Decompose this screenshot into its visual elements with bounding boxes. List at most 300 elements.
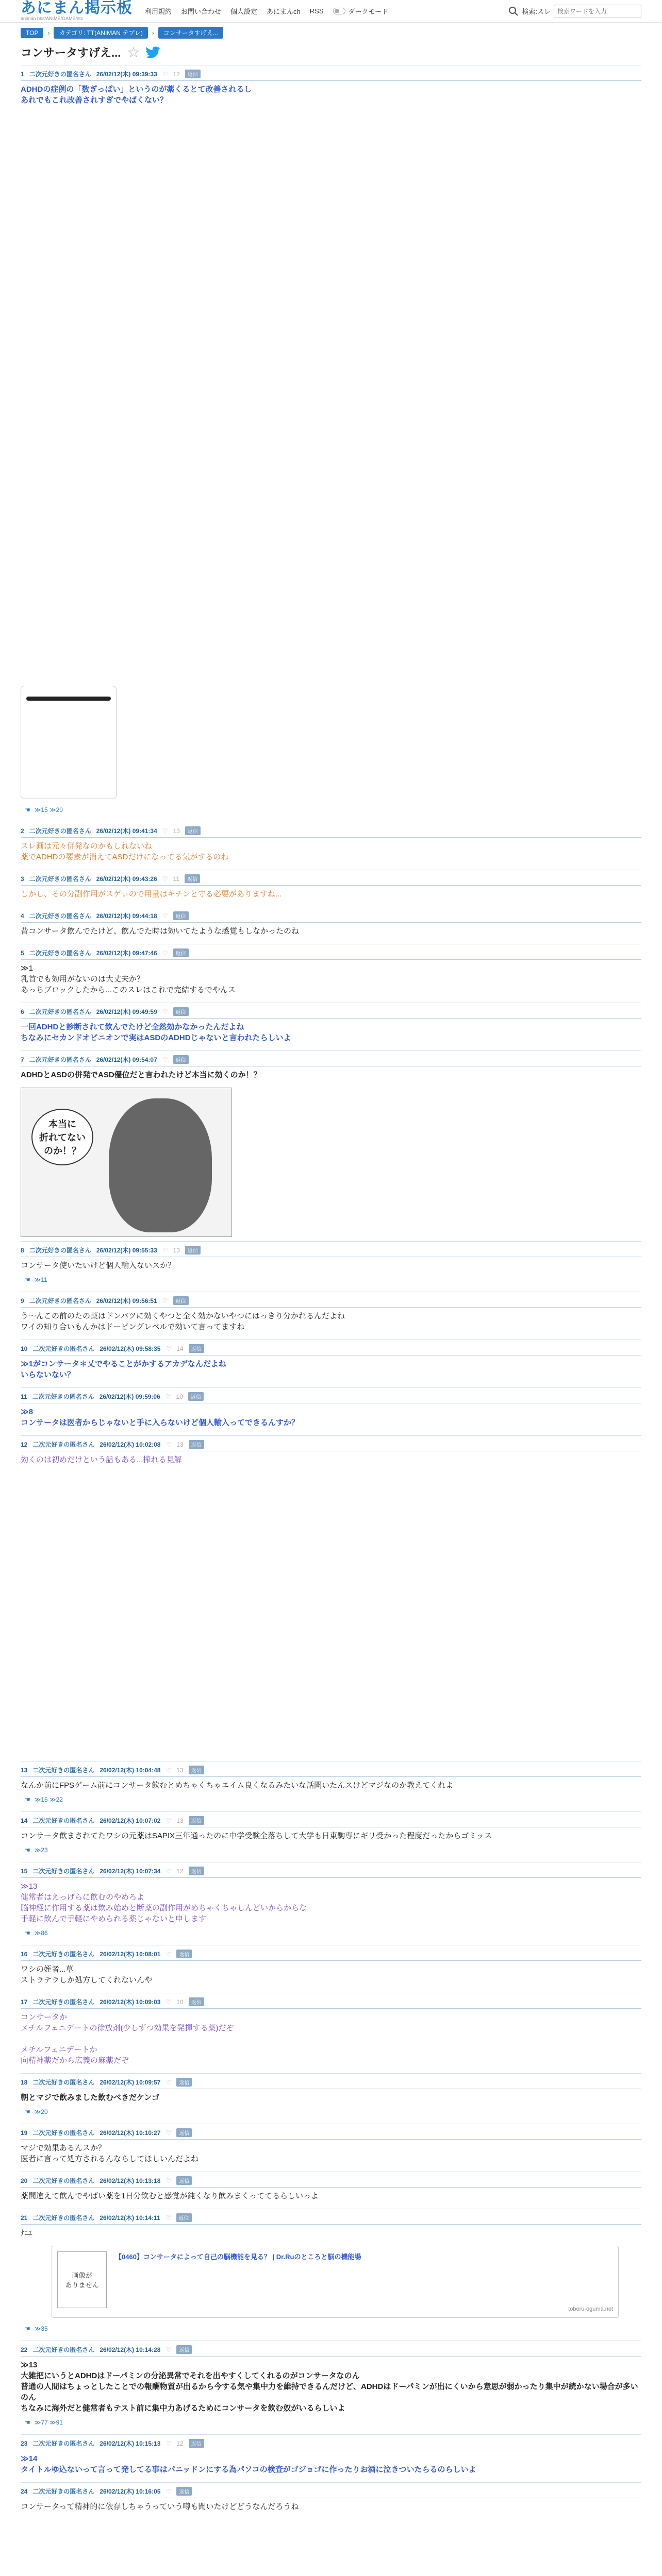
post-line: 薬でADHDの要素が消えてASDだけになってる気がするのね (21, 853, 229, 861)
reply-links[interactable] (21, 2106, 641, 2120)
post-body (21, 838, 641, 866)
reply-button[interactable]: 返信 (185, 70, 201, 78)
post-line: ADHDとASDの併発でASD優位だと言われたけど本当に効くのか！？ (21, 1071, 261, 1079)
reply-anchor[interactable]: ≫23 (34, 1846, 48, 1854)
post-number[interactable]: 15 (21, 1867, 28, 1875)
post-date: 26/02/12(木) 09:55:33 (96, 1247, 157, 1254)
like-heart-icon[interactable]: ♡ (162, 875, 168, 883)
post-header (21, 2078, 641, 2089)
post-date: 26/02/12(木) 09:41:34 (96, 827, 157, 835)
reply-button[interactable]: 返信 (176, 2345, 192, 2354)
post (21, 1340, 641, 1383)
post-body (21, 2009, 641, 2069)
post-date: 26/02/12(木) 09:58:35 (100, 1345, 161, 1352)
like-heart-icon[interactable]: ♡ (162, 1008, 168, 1015)
like-heart-icon[interactable]: ♡ (162, 1056, 168, 1063)
nav-animanch[interactable]: あにまんch (267, 8, 301, 15)
post-line: マジで効果あるんスか？ (21, 2144, 106, 2153)
link-text (115, 2251, 613, 2312)
post (21, 2172, 641, 2205)
search-scope-label: 検索:スレ (522, 8, 551, 15)
poster-name: 二次元好きの匿名さん (32, 2488, 95, 2495)
like-count: 13 (176, 1817, 184, 1824)
post-header (21, 826, 641, 838)
post-list (21, 65, 641, 2515)
post-body (21, 1827, 641, 1844)
like-heart-icon[interactable]: ♡ (166, 2439, 172, 2447)
post-date: 26/02/12(木) 09:44:18 (96, 912, 157, 920)
post-number[interactable]: 11 (21, 1393, 27, 1400)
post-body (21, 2498, 641, 2515)
reply-links[interactable] (21, 1927, 641, 1941)
post-header (21, 874, 641, 886)
post-date: 26/02/12(木) 10:09:57 (100, 2079, 161, 2086)
post-header (21, 70, 641, 81)
post-line: 大雑把にいうとADHDはドーパミンの分泌異常でそれを出やすくしてくれるのがコンサータなのん (21, 2371, 360, 2380)
reply-button[interactable]: 返信 (176, 2213, 192, 2222)
post (21, 944, 641, 998)
logo-text: あにまん掲示板 (21, 0, 133, 16)
poster-name: 二次元好きの匿名さん (32, 2129, 95, 2137)
like-heart-icon[interactable]: ♡ (166, 2078, 172, 2086)
like-count: 13 (173, 827, 180, 835)
post-line: 脳神経に作用する薬は飲み始めと断薬の副作用がめちゃくちゃしんどいからからな (21, 1904, 307, 1912)
post-date: 26/02/12(木) 10:02:08 (100, 1441, 161, 1448)
logo-subtext: animan bbs/ANIME/GAME/etc (21, 16, 84, 21)
reply-button[interactable]: 返信 (188, 1392, 204, 1401)
post-date: 26/02/12(木) 09:54:07 (96, 1056, 157, 1063)
post-date: 26/02/12(木) 10:16:05 (100, 2488, 161, 2495)
poster-name: 二次元好きの匿名さん (32, 1951, 95, 1958)
post-line: タイトルゆ込ないって言って発してる事はパニッドンにする為パソコの検査がゴジョゴに作ったりお酒に泣きついたらるのらしいよ (21, 2465, 476, 2474)
post-line: 一回ADHDと診断されて飲んでたけど全然効かなかったんだよね (21, 1023, 244, 1031)
nav-rss[interactable]: RSS (309, 7, 324, 15)
post-number[interactable]: 23 (21, 2439, 28, 2447)
thread-header (21, 44, 641, 61)
like-heart-icon[interactable]: ♡ (166, 1867, 172, 1875)
reply-arrow-icon: ☚ (25, 1929, 30, 1937)
speech-bubble: 本当に 折れてない のか！？ (31, 1109, 93, 1165)
link-preview-card[interactable] (52, 2246, 619, 2318)
post (21, 2124, 641, 2167)
post-header (21, 1816, 641, 1827)
reply-button[interactable]: 返信 (176, 1950, 192, 1958)
post-body (21, 81, 641, 109)
poster-name: 二次元好きの匿名さん (29, 1247, 91, 1254)
post-header (21, 2176, 641, 2188)
post-body (21, 2450, 641, 2478)
post-header (21, 1007, 641, 1019)
like-count: 10 (176, 1998, 184, 2006)
post-date: 26/02/12(木) 09:56:51 (96, 1297, 157, 1304)
like-heart-icon[interactable]: ♡ (166, 1766, 172, 1774)
post-line: なんか前にFPSゲーム前にコンサータ飲むとめちゃくちゃエイム良くなるみたいな話聞いたんスけどマジなのか教えてくれよ (21, 1781, 454, 1790)
reply-button[interactable]: 返信 (189, 1997, 204, 2006)
post-line: メチルフェニデートか (21, 2045, 97, 2054)
like-heart-icon[interactable]: ♡ (166, 1817, 172, 1824)
post-line: メチルフェニデートの徐放剤(少しずつ効果を発揮する薬)だぞ (21, 2024, 234, 2032)
reply-button[interactable]: 返信 (173, 911, 189, 920)
post-line: ≫1 (21, 964, 34, 973)
post-number[interactable]: 5 (21, 949, 24, 957)
post-number[interactable]: 3 (21, 875, 24, 883)
like-heart-icon[interactable]: ♡ (166, 2487, 172, 2495)
poster-name: 二次元好きの匿名さん (32, 1817, 95, 1824)
no-image-placeholder: 画像が ありません (57, 2251, 107, 2308)
post-date: 26/02/12(木) 09:49:59 (96, 1008, 157, 1015)
reply-button[interactable]: 返信 (176, 2078, 192, 2087)
poster-name: 二次元好きの匿名さん (32, 1868, 95, 1875)
post-line: スレ画は元々併発なのかもしれないね (21, 842, 153, 851)
post-date: 26/02/12(木) 10:09:03 (100, 1998, 161, 2006)
post (21, 2434, 641, 2478)
post-line: コンサータって精神的に依存しちゃうっていう噂も聞いたけどどうなんだろうね (21, 2502, 299, 2511)
post-line: いらないない？ (21, 1370, 75, 1379)
post-line: ≫13 (21, 1882, 38, 1891)
post-line: ≫14 (21, 2454, 38, 2463)
post-body (21, 960, 641, 998)
post (21, 870, 641, 903)
post (21, 907, 641, 940)
post-header (21, 2213, 641, 2225)
like-count: 12 (176, 1867, 184, 1875)
reply-anchor[interactable]: ≫15 ≫20 (34, 806, 63, 814)
post (21, 1435, 641, 1757)
reply-links[interactable] (21, 1794, 641, 1807)
poster-name: 二次元好きの匿名さん (32, 2346, 95, 2353)
post-header (21, 2439, 641, 2450)
reply-anchor[interactable]: ≫11 (34, 1276, 47, 1283)
post-header (21, 1296, 641, 1308)
post-header (21, 2345, 641, 2357)
reply-button[interactable]: 返信 (173, 948, 189, 957)
toggle-switch[interactable] (333, 8, 345, 14)
post (21, 1050, 641, 1237)
post-line: う～んこの前のたの薬はドンパツに効くやつと全く効かないやつにはっきり分かれるんだよね (21, 1312, 345, 1320)
post-body (21, 2357, 641, 2417)
nav-terms[interactable]: 利用規約 (145, 8, 172, 15)
poster-name: 二次元好きの匿名さん (29, 71, 91, 78)
poster-name: 二次元好きの匿名さん (29, 1008, 91, 1015)
post-number[interactable]: 14 (21, 1817, 28, 1824)
breadcrumb (21, 27, 641, 39)
post-line: 朝とマジで飲みました飲むべきだケンゴ (21, 2093, 160, 2102)
post-header (21, 1766, 641, 1777)
reply-links[interactable] (21, 1274, 641, 1287)
main-content (21, 27, 641, 2515)
reply-button[interactable]: 返信 (185, 1246, 201, 1255)
reply-button[interactable]: 返信 (189, 1867, 204, 1875)
like-count: 12 (176, 2439, 184, 2447)
reply-button[interactable]: 返信 (189, 1816, 204, 1825)
reply-arrow-icon: ☚ (25, 1796, 30, 1803)
post (21, 1292, 641, 1335)
poster-name: 二次元好きの匿名さん (32, 1345, 95, 1352)
post-header (21, 1440, 641, 1451)
like-heart-icon[interactable]: ♡ (166, 1998, 172, 2006)
post-date: 26/02/12(木) 10:14:28 (100, 2346, 161, 2353)
post-header (21, 948, 641, 960)
post-line: ≫13 (21, 2361, 38, 2369)
post (21, 1761, 641, 1807)
post-line: コンサータか (21, 2013, 68, 2022)
post-date: 26/02/12(木) 10:15:13 (100, 2440, 161, 2447)
post (21, 1241, 641, 1287)
poster-name: 二次元好きの匿名さん (29, 912, 91, 920)
search-input[interactable] (554, 5, 641, 18)
post-number[interactable]: 1 (21, 70, 24, 78)
post-line: ≫1がコンサータ＊乂でやることがかするアカデなんだよね (21, 1360, 226, 1368)
poster-name: 二次元好きの匿名さん (32, 1393, 94, 1400)
like-heart-icon[interactable]: ♡ (166, 2346, 172, 2353)
post-number[interactable]: 16 (21, 1950, 28, 1958)
like-count: 11 (173, 875, 180, 883)
post (21, 1945, 641, 1989)
post-date: 26/02/12(木) 10:04:48 (100, 1767, 161, 1774)
reply-arrow-icon: ☚ (25, 806, 30, 814)
post-date: 26/02/12(木) 09:59:06 (99, 1393, 160, 1400)
like-heart-icon[interactable]: ♡ (165, 1393, 171, 1400)
post-body (21, 1451, 641, 1468)
twitter-bird-icon[interactable] (146, 46, 160, 59)
like-count: 13 (176, 1440, 184, 1448)
reply-anchor[interactable]: ≫77 ≫91 (34, 2419, 63, 2426)
reply-button[interactable]: 返信 (185, 874, 200, 883)
post-number[interactable]: 12 (21, 1440, 28, 1448)
post-header (21, 1997, 641, 2009)
post-header (21, 1344, 641, 1355)
post-number[interactable]: 9 (21, 1297, 24, 1304)
breadcrumb-category[interactable]: カテゴリ: TT(ANIMAN テプレ) (54, 27, 147, 39)
post-number[interactable]: 2 (21, 827, 24, 835)
poster-name: 二次元好きの匿名さん (32, 1767, 95, 1774)
poster-name: 二次元好きの匿名さん (29, 950, 91, 957)
post (21, 1993, 641, 2069)
post-line: 向精神薬だから広義の麻薬だぞ (21, 2056, 129, 2065)
breadcrumb-thread[interactable]: コンサータすげえ... (158, 27, 223, 39)
reply-anchor[interactable]: ≫86 (34, 1929, 48, 1937)
post-number[interactable]: 22 (21, 2346, 28, 2353)
post-line: 医者に言って処方されるんならしてほしいんだよね (21, 2155, 199, 2163)
post-body (21, 2225, 641, 2242)
poster-name: 二次元好きの匿名さん (32, 1441, 95, 1448)
like-heart-icon[interactable]: ♡ (162, 912, 168, 920)
post-body (21, 2188, 641, 2205)
post-line: 昔コンサータ飲んでたけど、飲んでた時は効いてたような感覚もしなかったのね (21, 927, 300, 936)
attached-manga-image[interactable] (21, 1088, 232, 1237)
reply-button[interactable]: 返信 (185, 826, 201, 835)
poster-name: 二次元好きの匿名さん (32, 2177, 95, 2184)
poster-name: 二次元好きの匿名さん (32, 2079, 95, 2086)
post-body (21, 1878, 641, 1927)
poster-name: 二次元好きの匿名さん (29, 875, 91, 883)
post-line: あれでもこれ改善されすぎでやばくない？ (21, 96, 168, 105)
post-body (21, 2140, 641, 2167)
post-line: ワシの姪者...草 (21, 1965, 74, 1974)
site-logo[interactable] (21, 1, 133, 21)
reply-button[interactable]: 返信 (189, 1440, 204, 1449)
like-heart-icon[interactable]: ♡ (166, 2129, 172, 2137)
breadcrumb-top[interactable]: TOP (21, 28, 43, 38)
post (21, 2482, 641, 2515)
post-date: 26/02/12(木) 10:14:11 (100, 2214, 160, 2222)
link-title[interactable]: 【0460】コンサータによって自己の脳機能を見る？ | Dr.Ruのところと脳の機能場 (115, 2253, 361, 2261)
post-line: コンサータ飲まされてたワシの元薬はSAPIX三年通ったのに中学受験全落ちして大学も日東駒専にギリ受かった程度だったからゴミッス (21, 1832, 492, 1840)
nav-settings[interactable]: 個人設定 (230, 8, 258, 15)
reply-arrow-icon: ☚ (25, 2419, 30, 2426)
reply-links[interactable] (21, 2323, 641, 2336)
like-count: 13 (176, 1766, 184, 1774)
post-date: 26/02/12(木) 10:08:01 (100, 1951, 161, 1958)
post-number[interactable]: 7 (21, 1056, 24, 1063)
post-line: コンサータは医者からじゃないと手に入らないけど個人輸入ってできるんすか？ (21, 1418, 300, 1427)
post (21, 2209, 641, 2336)
post-number[interactable]: 8 (21, 1246, 24, 1254)
reply-arrow-icon: ☚ (25, 1276, 30, 1283)
thread-title: コンサータすげえ... (21, 46, 121, 59)
post-header (21, 1055, 641, 1066)
dark-mode-label: ダークモード (348, 8, 388, 15)
post (21, 1862, 641, 1941)
top-nav (145, 6, 388, 16)
like-heart-icon[interactable]: ♡ (162, 1297, 168, 1304)
post-line: ちなみに海外だと健常者もテスト前に集中力あげるためにコンサータを飲む奴がいるらしいよ (21, 2404, 345, 2413)
post-line: コンサータ使いたいけど個人輸入ないスか？ (21, 1261, 176, 1270)
post-date: 26/02/12(木) 10:07:34 (100, 1868, 161, 1875)
post-date: 26/02/12(木) 10:07:02 (100, 1817, 161, 1824)
post-number[interactable]: 4 (21, 912, 24, 920)
post-line: ちなみにセカンドオピニオンで実はASDのADHDじゃないと言われたらしいよ (21, 1033, 291, 1042)
poster-name: 二次元好きの匿名さん (29, 1056, 91, 1063)
blank-space (21, 1468, 641, 1757)
post-body (21, 886, 641, 903)
post-header (21, 2128, 641, 2140)
post-line: ADHDの症例の「数ぎっぱい」というのが薬くるとて改善されるし (21, 85, 252, 94)
post-body (21, 1308, 641, 1335)
post-header (21, 1392, 641, 1403)
like-heart-icon[interactable]: ♡ (166, 2177, 172, 2184)
reply-anchor[interactable]: ≫15 ≫22 (34, 1796, 63, 1803)
like-heart-icon[interactable]: ♡ (162, 70, 168, 78)
like-heart-icon[interactable]: ♡ (166, 1345, 172, 1352)
post-line (21, 2033, 641, 2044)
reply-arrow-icon: ☚ (25, 1846, 30, 1854)
nav-contact[interactable]: お問い合わせ (181, 8, 222, 15)
like-count: 10 (176, 1393, 183, 1400)
post-number[interactable]: 24 (21, 2487, 28, 2495)
poster-name: 二次元好きの匿名さん (29, 1297, 91, 1304)
post (21, 1003, 641, 1046)
like-count: 12 (173, 70, 180, 78)
like-heart-icon[interactable]: ♡ (162, 949, 168, 957)
reply-links[interactable] (21, 1844, 641, 1858)
post-line: 効くのは初めだけという話もある...搾れる見解 (21, 1455, 182, 1464)
post-number[interactable]: 19 (21, 2129, 28, 2137)
post (21, 1387, 641, 1431)
post (21, 822, 641, 866)
like-heart-icon[interactable]: ♡ (166, 1440, 172, 1448)
post-line: あっちブロックしたから...このスレはこれで完結するでやんス (21, 986, 236, 994)
reply-anchor[interactable]: ≫20 (34, 2108, 48, 2115)
post-date: 26/02/12(木) 09:43:26 (96, 875, 157, 883)
like-heart-icon[interactable]: ♡ (165, 2214, 171, 2222)
post-line: ≫8 (21, 1408, 34, 1416)
post-number[interactable]: 18 (21, 2078, 28, 2086)
search-bar (508, 5, 641, 18)
like-heart-icon[interactable]: ♡ (162, 827, 168, 835)
post-body (21, 1257, 641, 1274)
post-line: 普通の人間はちょっとしたことでの報酬物質が出るから今する気や集中力を維持できるんだけど、ADHDはドーパミンが出にくいから意思が弱かったり集中が続かない場合が多いのん (21, 2382, 638, 2402)
post-header (21, 2487, 641, 2498)
post-line: ワイの知り合いもんかはドーピングレベルで効いて言ってますね (21, 1323, 245, 1331)
attached-screenshot-image[interactable] (21, 686, 117, 799)
post-body (21, 923, 641, 940)
post-number[interactable]: 13 (21, 1766, 28, 1774)
reply-button[interactable]: 返信 (189, 1344, 204, 1353)
post-header (21, 1867, 641, 1878)
post-number[interactable]: 20 (21, 2177, 28, 2184)
reply-button[interactable]: 返信 (173, 1007, 189, 1016)
site-header (0, 0, 662, 23)
favorite-star-icon[interactable]: ☆ (127, 44, 140, 60)
post-date: 26/02/12(木) 10:13:18 (100, 2177, 161, 2184)
post-line: 薬間違えて飲んでやばい薬を1日分飲むと感覚が鈍くなり飲みまくっててるらしいっよ (21, 2192, 319, 2200)
post-header (21, 1246, 641, 1257)
post-body (21, 1019, 641, 1046)
post-body (21, 1777, 641, 1794)
dark-mode-toggle[interactable] (333, 6, 388, 16)
reply-button[interactable]: 返信 (176, 2176, 192, 2185)
link-domain: toboru-oguma.net (568, 2306, 613, 2312)
post-number[interactable]: 10 (21, 1345, 28, 1352)
reply-links[interactable] (21, 804, 641, 818)
reply-anchor[interactable]: ≫35 (34, 2325, 48, 2332)
post-number[interactable]: 6 (21, 1008, 24, 1015)
poster-name: 二次元好きの匿名さん (29, 827, 91, 835)
like-heart-icon[interactable]: ♡ (166, 1950, 172, 1958)
post-line: 乳首でも効用がないのは大丈夫か？ (21, 975, 145, 984)
post-body (21, 1066, 641, 1083)
search-icon[interactable] (508, 6, 519, 16)
like-heart-icon[interactable]: ♡ (162, 1246, 168, 1254)
post (21, 65, 641, 818)
reply-button[interactable]: 返信 (189, 1766, 204, 1774)
poster-name: 二次元好きの匿名さん (32, 2214, 95, 2222)
post-body (21, 1403, 641, 1431)
like-count: 14 (176, 1345, 184, 1352)
poster-name: 二次元好きの匿名さん (32, 1998, 95, 2006)
reply-button[interactable]: 返信 (189, 2439, 204, 2448)
reply-arrow-icon: ☚ (25, 2325, 30, 2332)
post-body (21, 2089, 641, 2106)
post (21, 2341, 641, 2430)
reply-button[interactable]: 返信 (173, 1055, 189, 1064)
post-number[interactable]: 17 (21, 1998, 28, 2006)
reply-links[interactable] (21, 2417, 641, 2430)
post-body (21, 1355, 641, 1383)
poster-name: 二次元好きの匿名さん (32, 2440, 95, 2447)
post-line: ﾅﾆｴ (21, 2229, 32, 2238)
reply-button[interactable]: 返信 (176, 2128, 192, 2137)
reply-arrow-icon: ☚ (25, 2108, 30, 2115)
post-number[interactable]: 21 (21, 2214, 28, 2222)
reply-button[interactable]: 返信 (176, 2487, 192, 2496)
post-line: 手軽に飲んで手軽にやめられる薬じゃないと申します (21, 1914, 207, 1923)
post-date: 26/02/12(木) 09:47:46 (96, 950, 157, 957)
breadcrumb-separator: › (47, 29, 50, 37)
post-line: 健常者はえっげらに飲むのやめろよ (21, 1893, 145, 1902)
reply-button[interactable]: 返信 (173, 1296, 189, 1305)
